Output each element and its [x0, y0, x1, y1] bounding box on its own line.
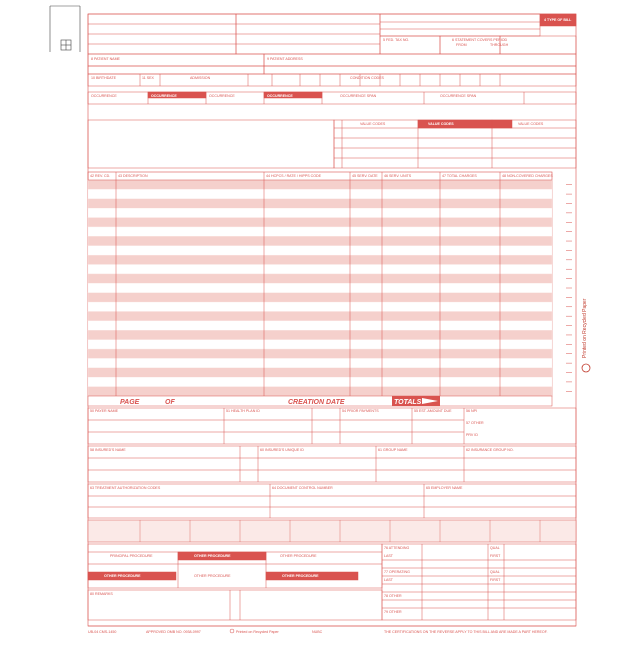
crop-marks: [50, 6, 80, 52]
service-line-row[interactable]: [88, 330, 552, 339]
serv-units-header: 46 SERV. UNITS: [384, 174, 412, 178]
group-name-label: 61 GROUP NAME: [378, 448, 408, 452]
service-line-row[interactable]: [88, 368, 552, 377]
qual-label-2: QUAL: [490, 570, 500, 574]
service-line-row[interactable]: [88, 293, 552, 302]
attending-label: 76 ATTENDING: [384, 546, 410, 550]
occurrence-span-label-1: OCCURRENCE SPAN: [340, 94, 377, 98]
payer-name-label: 50 PAYER NAME: [90, 409, 119, 413]
service-line-row[interactable]: [88, 227, 552, 236]
service-line-row[interactable]: [88, 311, 552, 320]
other-79-label: 79 OTHER: [384, 610, 402, 614]
insurance-group-label: 62 INSURANCE GROUP NO.: [466, 448, 514, 452]
patient-row: [88, 54, 576, 74]
right-margin-ticks: [566, 185, 572, 392]
through-label: THROUGH: [490, 43, 509, 47]
other-procedure-label-3: OTHER PROCEDURE: [104, 574, 141, 578]
other-procedure-label-5: OTHER PROCEDURE: [282, 574, 319, 578]
side-note: Printed on Recycled Paper: [582, 298, 588, 358]
service-line-row[interactable]: [88, 321, 552, 330]
service-line-row[interactable]: [88, 255, 552, 264]
service-line-row[interactable]: [88, 283, 552, 292]
certifications-label: THE CERTIFICATIONS ON THE REVERSE APPLY TO THIS BILL AND ARE MADE A PART HEREOF.: [384, 630, 548, 634]
treatment-auth-label: 63 TREATMENT AUTHORIZATION CODES: [90, 486, 161, 490]
insureds-name-label: 58 INSURED'S NAME: [90, 448, 126, 452]
condition-codes-label: CONDITION CODES: [350, 76, 384, 80]
admission-label: ADMISSION: [190, 76, 211, 80]
side-note-group: [582, 298, 590, 372]
of-label: OF: [165, 399, 175, 406]
approved-label: APPROVED OMB NO. 0938-0997: [146, 630, 201, 634]
form-id: UB-04 CMS-1450: [88, 630, 117, 634]
value-codes-label-1: VALUE CODES: [360, 122, 386, 126]
service-line-rows: [88, 180, 552, 396]
first-label-2: FIRST: [490, 578, 501, 582]
last-label-2: LAST: [384, 578, 393, 582]
service-line-row[interactable]: [88, 302, 552, 311]
serv-date-header: 45 SERV. DATE: [352, 174, 378, 178]
page-label: PAGE: [120, 399, 140, 406]
patient-address-label: 9 PATIENT ADDRESS: [267, 57, 303, 61]
prior-payments-label: 54 PRIOR PAYMENTS: [342, 409, 379, 413]
total-charges-header: 47 TOTAL CHARGES: [442, 174, 477, 178]
occurrence-label-4: OCCURRENCE: [267, 94, 293, 98]
other-procedure-label-1: OTHER PROCEDURE: [194, 554, 231, 558]
employer-name-label: 65 EMPLOYER NAME: [426, 486, 463, 490]
service-line-row[interactable]: [88, 208, 552, 217]
occurrence-label-2: OCCURRENCE: [151, 94, 177, 98]
statement-covers-label: 6 STATEMENT COVERS PERIOD: [452, 38, 508, 42]
other-label: 57 OTHER: [466, 421, 484, 425]
value-codes-label-2: VALUE CODES: [428, 122, 454, 126]
last-label-1: LAST: [384, 554, 393, 558]
service-line-row[interactable]: [88, 180, 552, 189]
hcpcs-header: 44 HCPCS / RATE / HIPPS CODE: [266, 174, 322, 178]
service-line-row[interactable]: [88, 246, 552, 255]
from-label: FROM: [456, 43, 467, 47]
recycled-icon: [582, 364, 590, 372]
occurrence-span-label-2: OCCURRENCE SPAN: [440, 94, 477, 98]
insureds-id-label: 60 INSURED'S UNIQUE ID: [260, 448, 304, 452]
totals-label: TOTALS: [394, 399, 422, 406]
description-header: 43 DESCRIPTION: [118, 174, 148, 178]
other-78-label: 78 OTHER: [384, 594, 402, 598]
prv-id-label: PRV ID: [466, 433, 478, 437]
service-line-row[interactable]: [88, 274, 552, 283]
creation-date-label: CREATION DATE: [288, 399, 345, 406]
payer-section: [88, 408, 576, 444]
non-covered-header: 48 NON-COVERED CHARGES: [502, 174, 553, 178]
birthdate-label: 10 BIRTHDATE: [91, 76, 117, 80]
remarks-label: 80 REMARKS: [90, 592, 113, 596]
occurrence-label-1: OCCURRENCE: [91, 94, 117, 98]
rev-cd-header: 42 REV. CD.: [90, 174, 111, 178]
value-codes-label-3: VALUE CODES: [518, 122, 544, 126]
service-line-row[interactable]: [88, 236, 552, 245]
service-line-row[interactable]: [88, 218, 552, 227]
est-amount-label: 55 EST. AMOUNT DUE: [414, 409, 452, 413]
diagnosis-strip: [88, 520, 576, 542]
admission-row: [88, 74, 576, 86]
service-line-row[interactable]: [88, 377, 552, 386]
sex-label: 11 SEX: [142, 76, 154, 80]
procedure-section: [88, 544, 576, 620]
health-plan-label: 51 HEALTH PLAN ID: [226, 409, 260, 413]
principal-procedure-label: PRINCIPAL PROCEDURE: [110, 554, 153, 558]
service-line-row[interactable]: [88, 387, 552, 396]
service-line-row[interactable]: [88, 358, 552, 367]
document-control-label: 64 DOCUMENT CONTROL NUMBER: [272, 486, 333, 490]
first-label-1: FIRST: [490, 554, 501, 558]
service-lines-table: [88, 172, 552, 396]
service-line-row[interactable]: [88, 265, 552, 274]
npi-label: 56 NPI: [466, 409, 477, 413]
qual-label-1: QUAL: [490, 546, 500, 550]
header-block: [88, 14, 576, 54]
service-line-row[interactable]: [88, 340, 552, 349]
recycle-icon: [230, 629, 234, 633]
operating-label: 77 OPERATING: [384, 570, 410, 574]
other-procedure-label-4: OTHER PROCEDURE: [194, 574, 231, 578]
type-of-bill-label: 4 TYPE OF BILL: [544, 18, 572, 22]
value-codes-block: [88, 120, 576, 168]
nubc-logo: NUBC: [312, 630, 323, 634]
fed-tax-label: 5 FED. TAX NO.: [383, 38, 410, 42]
service-line-row[interactable]: [88, 199, 552, 208]
service-line-row[interactable]: [88, 349, 552, 358]
patient-name-label: 8 PATIENT NAME: [91, 57, 120, 61]
other-procedure-label-2: OTHER PROCEDURE: [280, 554, 317, 558]
recycled-footer: Printed on Recycled Paper: [236, 630, 279, 634]
service-line-row[interactable]: [88, 189, 552, 198]
occurrence-label-3: OCCURRENCE: [209, 94, 235, 98]
